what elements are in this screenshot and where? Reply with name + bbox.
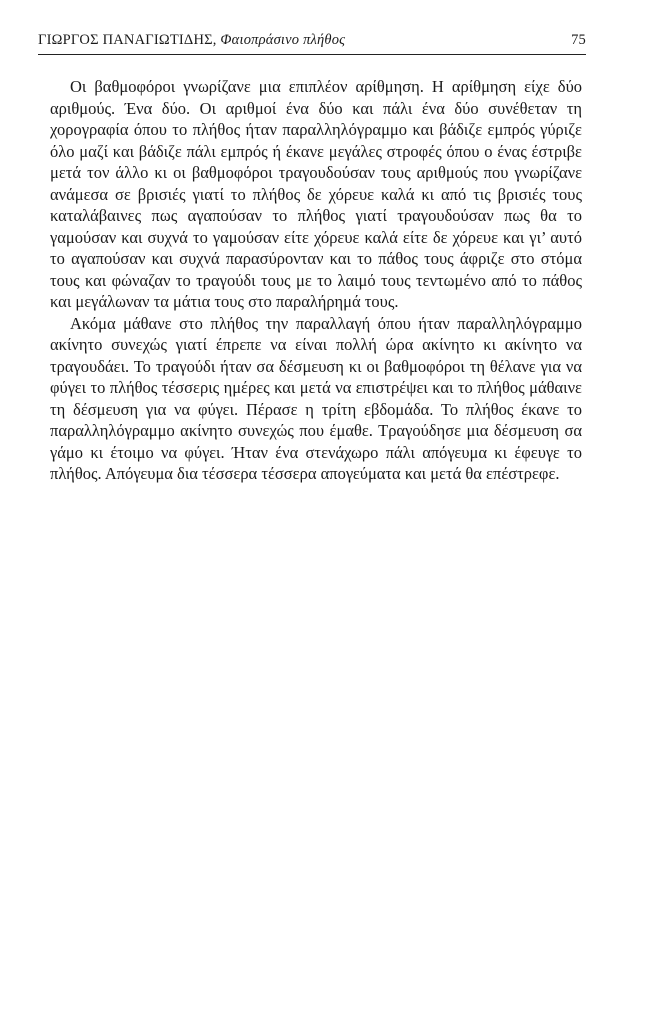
page-number: 75 <box>571 32 586 48</box>
paragraph: Οι βαθμοφόροι γνωρίζανε μια επιπλέον αρίθμηση. Η αρίθμηση είχε δύο αριθμούς. Ένα δύο. Οι αριθμοί ένα δύο και πάλι ένα δύο συνέθεταν τη χορογραφία όπου το πλήθος ήταν παραλληλόγραμμο και βάδιζε εμπρός γύριζε όλο μαζί και βάδιζε πάλι εμπρός ή έκανε μεγάλες στροφές όπου ο ένας έστριβε μετά τον άλλο κι οι βαθμοφόροι τραγουδούσαν τους αριθμούς που γνωρίζανε ανάμεσα σε βρισιές γιατί το πλήθος δε χόρευε καλά κι από τις βρισιές τους καταλάβαινες πως αγαπούσαν το πλήθος γιατί τραγουδούσαν πως θα το γαμούσαν και συχνά το γαμούσαν είτε χόρευε καλά είτε δε χόρευε και γι’ αυτό το αγαπούσαν και συχνά παρασύρονταν και το πάθος τους άφριζε στο στόμα τους και φώναζαν το τραγούδι τους με το λαιμό τους τεντωμένο από το πάθος και μεγάλωναν τα μάτια τους στο παραλήρημά τους. <box>50 77 582 311</box>
book-title: Φαιοπράσινο πλήθος <box>220 32 346 48</box>
running-head-left <box>38 30 345 50</box>
book-page <box>38 30 586 485</box>
body-text <box>38 76 586 485</box>
paragraph: Ακόμα μάθανε στο πλήθος την παραλλαγή όπου ήταν παραλληλόγραμμο ακίνητο συνεχώς γιατί έπρεπε να είναι πολλή ώρα ακίνητο κι ακίνητο να τραγουδάει. Το τραγούδι ήταν σα δέσμευση κι οι βαθμοφόροι τη θέλανε για να φύγει το πλήθος τέσσερις ημέρες και μετά να επιστρέψει και το πλήθος μάθαινε τη δέσμευση για να φύγει. Πέρασε η τρίτη εβδομάδα. Το πλήθος έκανε το παραλληλόγραμμο ακίνητο συνεχώς που έμαθε. Τραγούδησε μια δέσμευση σα γάμο κι έτοιμο να φύγει. Ήταν ένα στενάχωρο πάλι απόγευμα κι έφευγε το πλήθος. Απόγευμα δια τέσσερα τέσσερα απογεύματα και μετά θα επέστρεφε. <box>50 313 582 483</box>
author-name: ΓΙΩΡΓΟΣ ΠΑΝΑΓΙΩΤΙΔΗΣ, <box>38 32 217 48</box>
running-head <box>38 30 586 55</box>
